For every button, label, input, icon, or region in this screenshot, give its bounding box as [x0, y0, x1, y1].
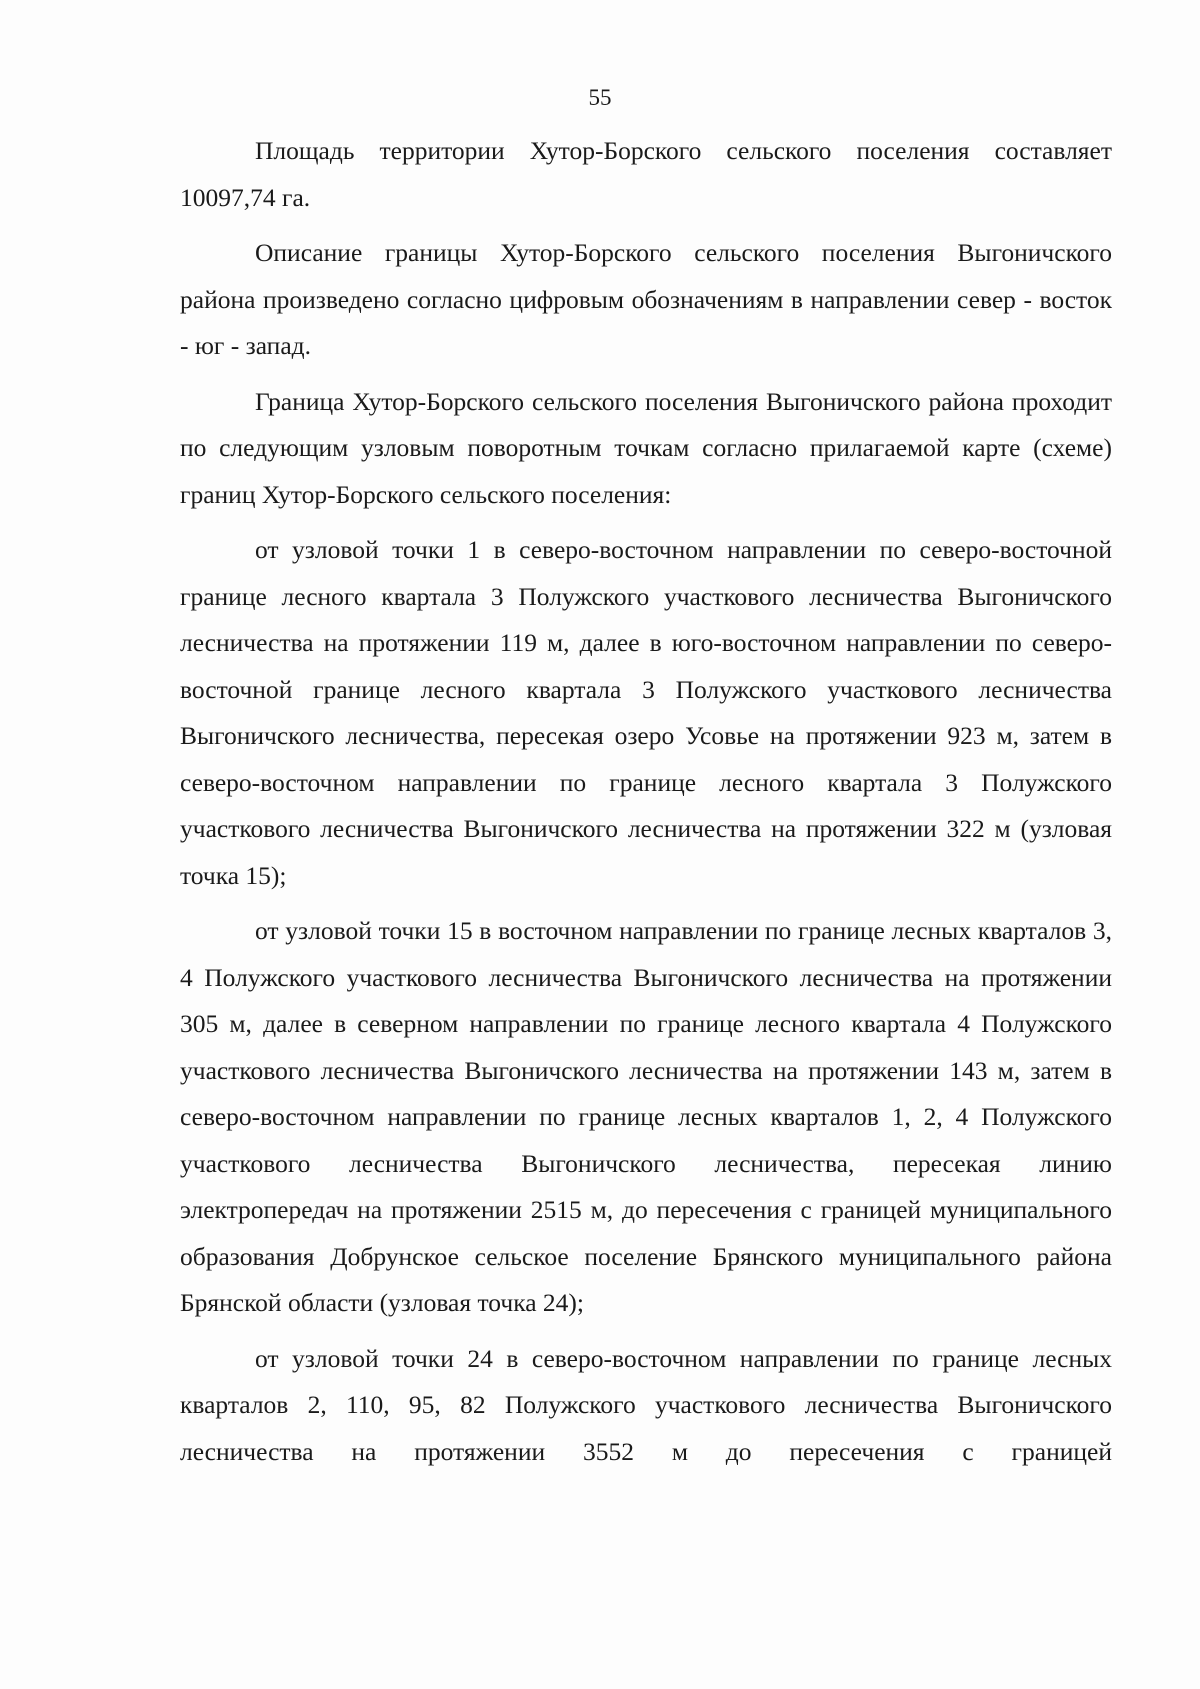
paragraph-area: Площадь территории Хутор-Борского сельского поселения составляет 10097,74 га. [180, 136, 1112, 212]
paragraph-point-24: от узловой точки 24 в северо-восточном направлении по границе лесных кварталов 2, 110, 95, 82 Полужского участкового лесничества Выгоничского лесничества на протяжении 3552 м до пересечения с границей [180, 1343, 1112, 1466]
page-number: 55 [588, 85, 612, 110]
paragraph-point-15: от узловой точки 15 в восточном направлении по границе лесных кварталов 3, 4 Полужского участкового лесничества Выгоничского лесничества на протяжении 305 м, далее в северном направлении по границе лесного квартала 4 Полужского участкового лесничества Выгоничского лесничества на протяжении 143 м, затем в северо-восточном направлении по границе лесных кварталов 1, 2, 4 Полужского участкового лесничества Выгоничского лесничества, пересекая линию электропередач на протяжении 2515 м, до пересечения с границей муниципального образования Добрунское сельское поселение Брянского муниципального района Брянской области (узловая точка 24); [180, 916, 1112, 1317]
document-body [180, 128, 1112, 1484]
paragraph-boundary-description: Описание границы Хутор-Борского сельского поселения Выгоничского района произведено согласно цифровым обозначениям в направлении север - восток - юг - запад. [180, 238, 1112, 360]
paragraph-boundary-intro: Граница Хутор-Борского сельского поселения Выгоничского района проходит по следующим узловым поворотным точкам согласно прилагаемой карте (схеме) границ Хутор-Борского сельского поселения: [180, 386, 1112, 509]
paragraph-point-1: от узловой точки 1 в северо-восточном направлении по северо-восточной границе лесного квартала 3 Полужского участкового лесничества Выгоничского лесничества на протяжении 119 м, далее в юго-восточном направлении по северо-восточной границе лесного квартала 3 Полужского участкового лесничества Выгоничского лесничества, пересекая озеро Усовье на протяжении 923 м, затем в северо-восточном направлении по границе лесного квартала 3 Полужского участкового лесничества Выгоничского лесничества на протяжении 322 м (узловая точка 15); [180, 535, 1112, 890]
